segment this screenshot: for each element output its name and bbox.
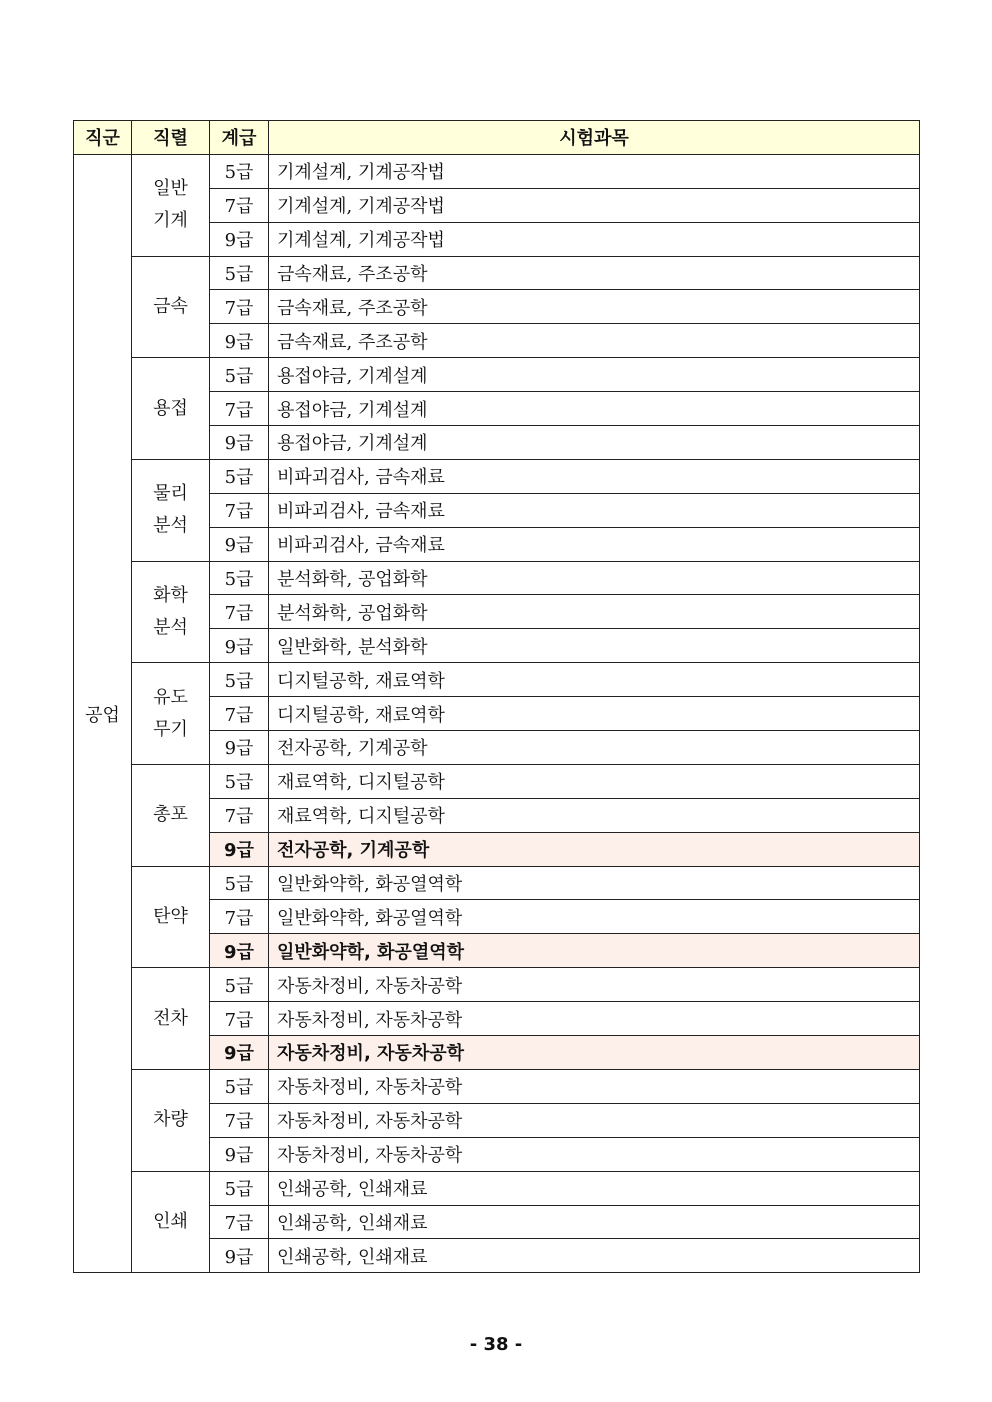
- grade-cell: 9급: [210, 426, 269, 460]
- subjects-cell: 비파괴검사, 금속재료: [269, 459, 920, 493]
- subjects-cell: 용접야금, 기계설계: [269, 358, 920, 392]
- table-row: [74, 968, 920, 1002]
- subjects-cell: 금속재료, 주조공학: [269, 324, 920, 358]
- job-cell: [132, 459, 210, 561]
- grade-cell: 9급: [210, 1239, 269, 1273]
- job-name-line: 유도: [153, 686, 188, 708]
- job-name-line: 탄약: [153, 905, 188, 927]
- subjects-cell: 재료역학, 디지털공학: [269, 798, 920, 832]
- job-name-line: 분석: [153, 515, 188, 537]
- job-cell: [132, 1069, 210, 1171]
- job-cell: [132, 663, 210, 765]
- grade-cell: 5급: [210, 154, 269, 188]
- job-name-line: 인쇄: [153, 1210, 188, 1232]
- job-cell: [132, 866, 210, 968]
- job-name-line: 분석: [153, 616, 188, 638]
- grade-cell: 7급: [210, 188, 269, 222]
- subjects-cell: 디지털공학, 재료역학: [269, 697, 920, 731]
- grade-cell: 9급: [210, 629, 269, 663]
- subjects-cell: 자동차정비, 자동차공학: [269, 1103, 920, 1137]
- job-name-line: 기계: [153, 210, 188, 232]
- subjects-cell: 일반화약학, 화공열역학: [269, 866, 920, 900]
- table-body: [74, 154, 920, 1272]
- job-cell: [132, 154, 210, 256]
- job-name-line: 일반: [153, 178, 188, 200]
- header-job: 직렬: [132, 121, 210, 155]
- subjects-cell: 금속재료, 주조공학: [269, 290, 920, 324]
- subjects-cell: 분석화학, 공업화학: [269, 561, 920, 595]
- subjects-cell: 금속재료, 주조공학: [269, 256, 920, 290]
- grade-cell: 7급: [210, 900, 269, 934]
- grade-cell: 5급: [210, 561, 269, 595]
- grade-cell: 5급: [210, 866, 269, 900]
- job-cell: [132, 1171, 210, 1273]
- subjects-cell: 인쇄공학, 인쇄재료: [269, 1239, 920, 1273]
- grade-cell: 5급: [210, 968, 269, 1002]
- grade-cell: 7급: [210, 1103, 269, 1137]
- table-row: [74, 358, 920, 392]
- table-row: [74, 866, 920, 900]
- subjects-cell: 일반화약학, 화공열역학: [269, 934, 920, 968]
- grade-cell: 7급: [210, 1205, 269, 1239]
- header-group: 직군: [74, 121, 132, 155]
- grade-cell: 9급: [210, 832, 269, 866]
- job-name-line: 무기: [153, 718, 188, 740]
- grade-cell: 5급: [210, 459, 269, 493]
- subjects-cell: 디지털공학, 재료역학: [269, 663, 920, 697]
- subjects-cell: 재료역학, 디지털공학: [269, 764, 920, 798]
- subjects-cell: 비파괴검사, 금속재료: [269, 527, 920, 561]
- subjects-cell: 전자공학, 기계공학: [269, 832, 920, 866]
- job-name-line: 총포: [153, 804, 188, 826]
- grade-cell: 7급: [210, 798, 269, 832]
- subjects-cell: 자동차정비, 자동차공학: [269, 1069, 920, 1103]
- exam-subjects-table: [73, 120, 920, 1273]
- table-row: [74, 561, 920, 595]
- subjects-cell: 자동차정비, 자동차공학: [269, 1036, 920, 1070]
- subjects-cell: 인쇄공학, 인쇄재료: [269, 1205, 920, 1239]
- grade-cell: 9급: [210, 731, 269, 765]
- subjects-cell: 용접야금, 기계설계: [269, 392, 920, 426]
- table-row: [74, 459, 920, 493]
- grade-cell: 5급: [210, 764, 269, 798]
- table-row: [74, 1171, 920, 1205]
- grade-cell: 9급: [210, 1137, 269, 1171]
- grade-cell: 7급: [210, 290, 269, 324]
- grade-cell: 5급: [210, 256, 269, 290]
- job-cell: [132, 358, 210, 460]
- job-name-line: 화학: [153, 584, 188, 606]
- group-cell: 공업: [74, 154, 132, 1272]
- job-name-line: 용접: [153, 397, 188, 419]
- table-header-row: [74, 121, 920, 155]
- subjects-cell: 분석화학, 공업화학: [269, 595, 920, 629]
- subjects-cell: 기계설계, 기계공작법: [269, 154, 920, 188]
- table-row: [74, 663, 920, 697]
- subjects-cell: 인쇄공학, 인쇄재료: [269, 1171, 920, 1205]
- job-cell: [132, 764, 210, 866]
- table-row: [74, 764, 920, 798]
- header-subjects: 시험과목: [269, 121, 920, 155]
- grade-cell: 5급: [210, 663, 269, 697]
- subjects-cell: 전자공학, 기계공학: [269, 731, 920, 765]
- grade-cell: 9급: [210, 1036, 269, 1070]
- grade-cell: 5급: [210, 1171, 269, 1205]
- grade-cell: 7급: [210, 595, 269, 629]
- table-row: [74, 1069, 920, 1103]
- job-cell: [132, 256, 210, 358]
- subjects-cell: 용접야금, 기계설계: [269, 426, 920, 460]
- grade-cell: 7급: [210, 392, 269, 426]
- job-cell: [132, 968, 210, 1070]
- grade-cell: 9급: [210, 527, 269, 561]
- grade-cell: 7급: [210, 697, 269, 731]
- table-row: [74, 256, 920, 290]
- subjects-cell: 비파괴검사, 금속재료: [269, 493, 920, 527]
- grade-cell: 7급: [210, 1002, 269, 1036]
- subjects-cell: 일반화약학, 화공열역학: [269, 900, 920, 934]
- subjects-cell: 기계설계, 기계공작법: [269, 188, 920, 222]
- job-name-line: 금속: [153, 295, 188, 317]
- header-grade: 계급: [210, 121, 269, 155]
- subjects-cell: 기계설계, 기계공작법: [269, 222, 920, 256]
- grade-cell: 7급: [210, 493, 269, 527]
- job-name-line: 차량: [153, 1109, 188, 1131]
- grade-cell: 5급: [210, 1069, 269, 1103]
- grade-cell: 9급: [210, 222, 269, 256]
- job-name-line: 전차: [153, 1007, 188, 1029]
- grade-cell: 5급: [210, 358, 269, 392]
- job-name-line: 물리: [153, 483, 188, 505]
- subjects-cell: 자동차정비, 자동차공학: [269, 1137, 920, 1171]
- subjects-cell: 자동차정비, 자동차공학: [269, 1002, 920, 1036]
- grade-cell: 9급: [210, 934, 269, 968]
- table-row: [74, 154, 920, 188]
- subjects-cell: 일반화학, 분석화학: [269, 629, 920, 663]
- page-number: - 38 -: [469, 1334, 523, 1355]
- grade-cell: 9급: [210, 324, 269, 358]
- job-cell: [132, 561, 210, 663]
- subjects-cell: 자동차정비, 자동차공학: [269, 968, 920, 1002]
